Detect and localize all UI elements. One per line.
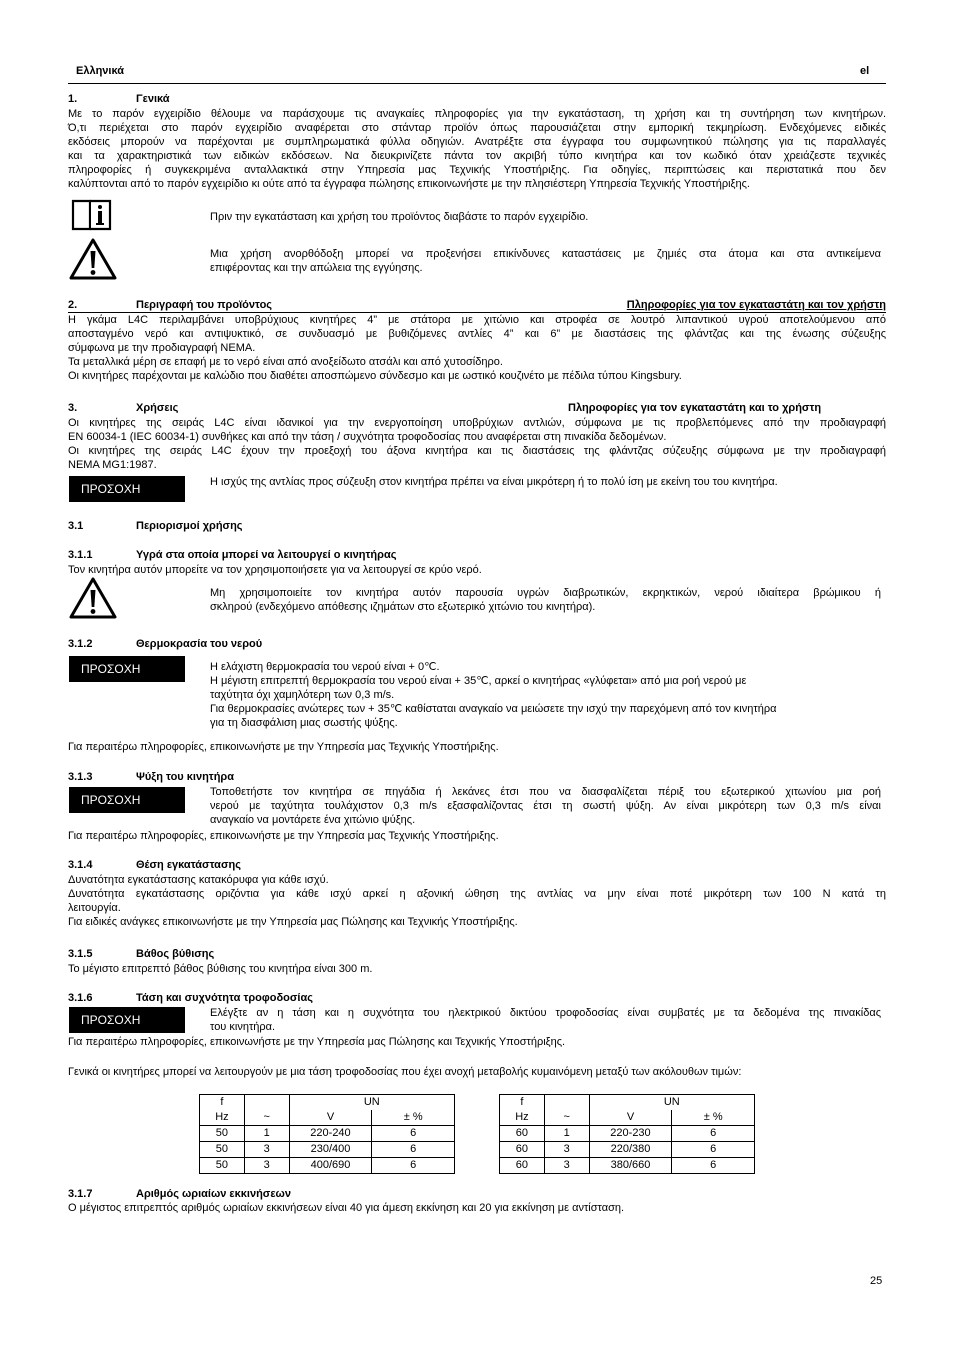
section-title: Γενικά bbox=[136, 93, 170, 105]
body-line: και τα χαρακτηριστικά των ειδικών εκδόσεων. Να διευκρινίζετε πάντα τον ακριβή τύπο κινητήρα και τον κωδικό όταν χρειάζεστε τεχνικές bbox=[68, 150, 886, 162]
body-line: Τα μεταλλικά μέρη σε επαφή με το νερό είναι από ανοξείδωτο ατσάλι και από χυτοσίδηρο. bbox=[68, 356, 503, 368]
section-title: Τάση και συχνότητα τροφοδοσίας bbox=[136, 992, 313, 1004]
body-line: Γενικά οι κινητήρες μπορεί να λειτουργούν με μια τάση τροφοδοσίας που έχει ανοχή μεταβολής κυμαινόμενη μεταξύ των ακόλουθων τιμών: bbox=[68, 1066, 742, 1078]
voltage-table-60hz bbox=[499, 1094, 755, 1174]
page-number: 25 bbox=[870, 1275, 883, 1287]
read-manual-icon bbox=[70, 198, 114, 236]
caution-line: για τη διασφάλιση μιας σωστής ψύξης. bbox=[210, 717, 398, 729]
section-title: Περιγραφή του προϊόντος bbox=[136, 299, 273, 311]
table-cell: 400/690 bbox=[289, 1158, 372, 1174]
body-line: NEMA MG1:1987. bbox=[68, 459, 157, 471]
header-language-code: el bbox=[860, 65, 870, 77]
caution-text bbox=[210, 660, 881, 730]
caution-line: Η ελάχιστη θερμοκρασία του νερού είναι + 0℃. bbox=[210, 661, 440, 673]
section-3-body bbox=[68, 416, 886, 472]
section-title: Βάθος βύθισης bbox=[136, 948, 215, 960]
table-cell: 3 bbox=[244, 1158, 289, 1174]
body-line: Για ειδικές ανάγκες επικοινωνήστε με την Υπηρεσία μας Πώλησης και Τεχνικής Υποστήριξης. bbox=[68, 916, 518, 928]
header-rule bbox=[68, 83, 886, 84]
table-cell: 50 bbox=[200, 1142, 245, 1158]
caution-text bbox=[210, 1006, 881, 1034]
section-number: 3.1 bbox=[68, 520, 84, 532]
section-title: Θέση εγκατάστασης bbox=[136, 859, 241, 871]
section-3-1-3-heading bbox=[68, 770, 886, 784]
section-title: Αριθμός ωριαίων εκκινήσεων bbox=[136, 1188, 291, 1200]
caution-badge: ΠΡΟΣΟΧΗ bbox=[69, 787, 185, 813]
caution-line: Η μέγιστη επιτρεπτή θερμοκρασία του νερού είναι + 35℃, αρκεί ο κινητήρας «γλύφεται» από μια ροή νερού με bbox=[210, 675, 747, 687]
header-tol: ± % bbox=[372, 1110, 455, 1126]
section-title: Χρήσεις bbox=[136, 402, 179, 414]
table-cell: 6 bbox=[672, 1158, 755, 1174]
table-cell: 60 bbox=[500, 1126, 545, 1142]
body-line: Ό,τι περιέχεται στο παρόν εγχειρίδιο αναφέρεται στο στάνταρ προϊόν όπως παρουσιάζεται στην εμπορική τεκμηρίωση. Ενδεχόμενες ειδικές bbox=[68, 122, 886, 134]
header-hz: Hz bbox=[200, 1110, 245, 1126]
header-un: UN bbox=[289, 1095, 454, 1111]
section-number: 1. bbox=[68, 93, 78, 105]
warning-triangle-icon bbox=[68, 237, 118, 285]
body-line: αποσταγμένο νερό και αντιψυκτικό, σε συνδυασμό με βυθιζόμενες αντλίες 4” και 6” με διαστάσεις της φλάντζας και της ένωσης σύζευξης bbox=[68, 328, 886, 340]
warning-triangle-icon bbox=[68, 576, 118, 624]
caution-line: Ελέγξτε αν η τάση και η συχνότητα του ηλεκτρικού δικτύου τροφοδοσίας είναι συμβατές με τα δεδομένα της πινακίδας bbox=[210, 1007, 881, 1019]
caution-text: Η ισχύς της αντλίας προς σύζευξη στον κινητήρα πρέπει να είναι μικρότερη ή το πολύ ίση με εκείνη του του κινητήρα. bbox=[210, 476, 778, 488]
header-language: Ελληνικά bbox=[76, 65, 124, 77]
table-cell: 380/660 bbox=[589, 1158, 672, 1174]
table-cell: 3 bbox=[244, 1142, 289, 1158]
section-1-body bbox=[68, 107, 886, 191]
header-tol: ± % bbox=[672, 1110, 755, 1126]
section-title: Θερμοκρασία του νερού bbox=[136, 638, 263, 650]
body-line: Ο μέγιστος επιτρεπτός αριθμός ωριαίων εκκινήσεων είναι 40 για άμεση εκκίνηση και 20 για εκκίνηση με αντίσταση. bbox=[68, 1202, 625, 1214]
table-cell: 220/380 bbox=[589, 1142, 672, 1158]
audience-label: Πληροφορίες για τον εγκαταστάτη και το χρήστη bbox=[568, 402, 822, 414]
body-line: πληροφορίες ή συγκεκριμένα ανταλλακτικά στην Υπηρεσία μας Τεχνικής Υποστήριξης. Για οδηγίες, περιπτώσεις και περιστατικά που δεν bbox=[68, 164, 886, 176]
body-line: εκδόσεις μπορούν να παρέχονται με συμπληρωματικά φύλλα οδηγιών. Ανατρέξτε στα έγγραφα του συμφωνητικού πώλησης για τις παραλλαγές bbox=[68, 136, 886, 148]
table-cell: 1 bbox=[244, 1126, 289, 1142]
section-number: 3.1.2 bbox=[68, 638, 93, 650]
body-line: καλύπτονται από το παρόν εγχειρίδιο κι ούτε από τα έγγραφα πώλησης επικοινωνήστε με την πλησιέστερη Υπηρεσία Τεχνικής Υποστήριξης. bbox=[68, 178, 750, 190]
table-row bbox=[500, 1142, 755, 1158]
table-row bbox=[200, 1158, 455, 1174]
voltage-table-50hz bbox=[199, 1094, 455, 1174]
table-cell: 6 bbox=[372, 1126, 455, 1142]
section-3-1-1-heading bbox=[68, 548, 886, 562]
header-phase: ~ bbox=[244, 1110, 289, 1126]
section-number: 3.1.6 bbox=[68, 992, 93, 1004]
warning-note-1 bbox=[210, 247, 881, 275]
warning-line: Μη χρησιμοποιείτε τον κινητήρα αυτόν παρουσία υγρών διαβρωτικών, εκρηκτικών, νερού ιδιαίτερα βρώμικου ή bbox=[210, 587, 881, 599]
body-line: Οι κινητήρες της σειράς L4C είναι ιδανικοί για την ενεργοποίηση υποβρύχιων αντλιών, σύμφωνα με τις προβλεπόμενες από την προδιαγραφή bbox=[68, 417, 886, 429]
table-cell: 3 bbox=[544, 1142, 589, 1158]
table-cell: 220-240 bbox=[289, 1126, 372, 1142]
warning-line: σκληρού (ενδεχόμενο απόθεσης ιζημάτων στο εξωτερικό χιτώνιο του κινητήρα). bbox=[210, 601, 596, 613]
table-cell: 1 bbox=[544, 1126, 589, 1142]
table-cell: 60 bbox=[500, 1158, 545, 1174]
table-row bbox=[500, 1126, 755, 1142]
header-phase: ~ bbox=[544, 1110, 589, 1126]
caution-line: του κινητήρα. bbox=[210, 1021, 276, 1033]
section-title: Περιορισμοί χρήσης bbox=[136, 520, 243, 532]
section-3-1-5-heading bbox=[68, 947, 886, 961]
body-line: Τον κινητήρα αυτόν μπορείτε να τον χρησιμοποιήσετε για να λειτουργεί σε κρύο νερό. bbox=[68, 564, 482, 576]
section-number: 3.1.7 bbox=[68, 1188, 93, 1200]
caution-badge: ΠΡΟΣΟΧΗ bbox=[69, 656, 185, 682]
warning-line: επιφέροντας και την απώλεια της εγγύησης. bbox=[210, 262, 423, 274]
body-line: Για περαιτέρω πληροφορίες, επικοινωνήστε με την Υπηρεσία μας Τεχνικής Υποστήριξης. bbox=[68, 830, 499, 842]
body-line: Δυνατότητα εγκατάστασης κατακόρυφα για κάθε ισχύ. bbox=[68, 874, 329, 886]
section-number: 3.1.3 bbox=[68, 771, 93, 783]
caution-line: νερού με ταχύτητα τουλάχιστον 0,3 m/s εξασφαλίζοντας έτσι τη σωστή ψύξη. Αν είναι μικρότερη των 0,3 m/s είναι bbox=[210, 800, 881, 812]
table-cell: 3 bbox=[544, 1158, 589, 1174]
section-number: 3. bbox=[68, 402, 78, 414]
section-3-1-6-heading bbox=[68, 991, 886, 1005]
header-v: V bbox=[289, 1110, 372, 1126]
warning-note-2 bbox=[210, 586, 881, 614]
caution-badge: ΠΡΟΣΟΧΗ bbox=[69, 1007, 185, 1033]
caution-line: ταχύτητα όχι χαμηλότερη των 0,3 m/s. bbox=[210, 689, 395, 701]
audience-label: Πληροφορίες για τον εγκαταστάτη και τον χρήστη bbox=[626, 299, 886, 311]
body-line: Για περαιτέρω πληροφορίες, επικοινωνήστε με την Υπηρεσία μας Πώλησης και Τεχνικής Υποστήριξης. bbox=[68, 1036, 566, 1048]
table-cell: 6 bbox=[672, 1126, 755, 1142]
section-number: 3.1.1 bbox=[68, 549, 93, 561]
section-2-heading bbox=[68, 298, 886, 312]
table-cell: 60 bbox=[500, 1142, 545, 1158]
caution-line: Για θερμοκρασίες ανώτερες των + 35℃ καθίσταται αναγκαίο να μειώσετε την ισχύ την παρεχόμενη από τον κινητήρα bbox=[210, 703, 777, 715]
section-3-1-4-heading bbox=[68, 858, 886, 872]
section-3-heading bbox=[68, 401, 886, 415]
warning-line: Μια χρήση ανορθόδοξη μπορεί να προξενήσει επικίνδυνες καταστάσεις με ζημιές στα άτομα και στα αντικείμενα bbox=[210, 248, 881, 260]
header-f: f bbox=[500, 1095, 545, 1111]
section-3-1-2-heading bbox=[68, 637, 886, 651]
table-cell: 6 bbox=[672, 1142, 755, 1158]
caution-line: αναγκαίο να μοντάρετε ένα χιτώνιο ψύξης. bbox=[210, 814, 416, 826]
body-line: Οι κινητήρες παρέχονται με καλώδιο που διαθέτει αποσπώμενο σύνδεσμο και με ωστικό κουζινέτο με πέδιλα τύπου Kingsbury. bbox=[68, 370, 682, 382]
section-3-1-7-heading bbox=[68, 1187, 886, 1201]
body-line: λειτουργία. bbox=[68, 902, 121, 914]
body-line: σύμφωνα με την προδιαγραφή NEMA. bbox=[68, 342, 256, 354]
caution-line: Τοποθετήστε τον κινητήρα σε πηγάδια ή λεκάνες έτσι που να διασφαλίζεται πέριξ του εξωτερικού χιτωνίου μια ροή bbox=[210, 786, 881, 798]
header-f: f bbox=[200, 1095, 245, 1111]
body-line: Με το παρόν εγχειρίδιο θέλουμε να παράσχουμε τις αναγκαίες πληροφορίες για την εγκατάσταση, τη χρήση και τη συντήρηση των κινητήρων. bbox=[68, 108, 886, 120]
body-line: Για περαιτέρω πληροφορίες, επικοινωνήστε με την Υπηρεσία μας Τεχνικής Υποστήριξης. bbox=[68, 741, 499, 753]
table-cell: 6 bbox=[372, 1142, 455, 1158]
caution-badge: ΠΡΟΣΟΧΗ bbox=[69, 476, 185, 502]
table-cell: 50 bbox=[200, 1158, 245, 1174]
table-cell: 220-230 bbox=[589, 1126, 672, 1142]
table-row bbox=[200, 1142, 455, 1158]
body-line: Δυνατότητα εγκατάστασης οριζόντια για κάθε ισχύ αρκεί η αξονική ώθηση της αντλίας να μην είναι ποτέ μικρότερη των 100 N κατά τη bbox=[68, 888, 886, 900]
table-cell: 6 bbox=[372, 1158, 455, 1174]
header-v: V bbox=[589, 1110, 672, 1126]
section-2-body bbox=[68, 313, 886, 383]
section-number: 3.1.5 bbox=[68, 948, 93, 960]
section-1-heading bbox=[68, 92, 886, 106]
table-cell: 230/400 bbox=[289, 1142, 372, 1158]
table-row bbox=[200, 1126, 455, 1142]
body-line: Η γκάμα L4C περιλαμβάνει υποβρύχιους κινητήρες 4” με στάτορα με χιτώνιο και στροφέα σε λουτρό λιπαντικού υγρού αποτελούμενου από bbox=[68, 314, 886, 326]
table-cell: 50 bbox=[200, 1126, 245, 1142]
header-hz: Hz bbox=[500, 1110, 545, 1126]
manual-note: Πριν την εγκατάσταση και χρήση του προϊόντος διαβάστε το παρόν εγχειρίδιο. bbox=[210, 211, 589, 223]
caution-text bbox=[210, 785, 881, 827]
section-title: Ψύξη του κινητήρα bbox=[136, 771, 234, 783]
section-3-1-heading bbox=[68, 519, 886, 533]
section-number: 2. bbox=[68, 299, 78, 311]
body-line: Οι κινητήρες της σειράς L4C έχουν την προεξοχή του άξονα κινητήρα και τις διαστάσεις της φλάντζας σύζευξης σύμφωνα με την προδιαγραφή bbox=[68, 445, 886, 457]
body-line: EN 60034-1 (IEC 60034-1) συνθήκες και από την τάση / συχνότητα τροφοδοσίας που αναφέρεται στη πινακίδα δεδομένων. bbox=[68, 431, 667, 443]
section-title: Υγρά στα οποία μπορεί να λειτουργεί ο κινητήρας bbox=[136, 549, 397, 561]
section-3-1-4-body bbox=[68, 873, 886, 929]
section-number: 3.1.4 bbox=[68, 859, 93, 871]
body-line: Το μέγιστο επιτρεπτό βάθος βύθισης του κινητήρα είναι 300 m. bbox=[68, 963, 373, 975]
header-un: UN bbox=[589, 1095, 754, 1111]
table-row bbox=[500, 1158, 755, 1174]
